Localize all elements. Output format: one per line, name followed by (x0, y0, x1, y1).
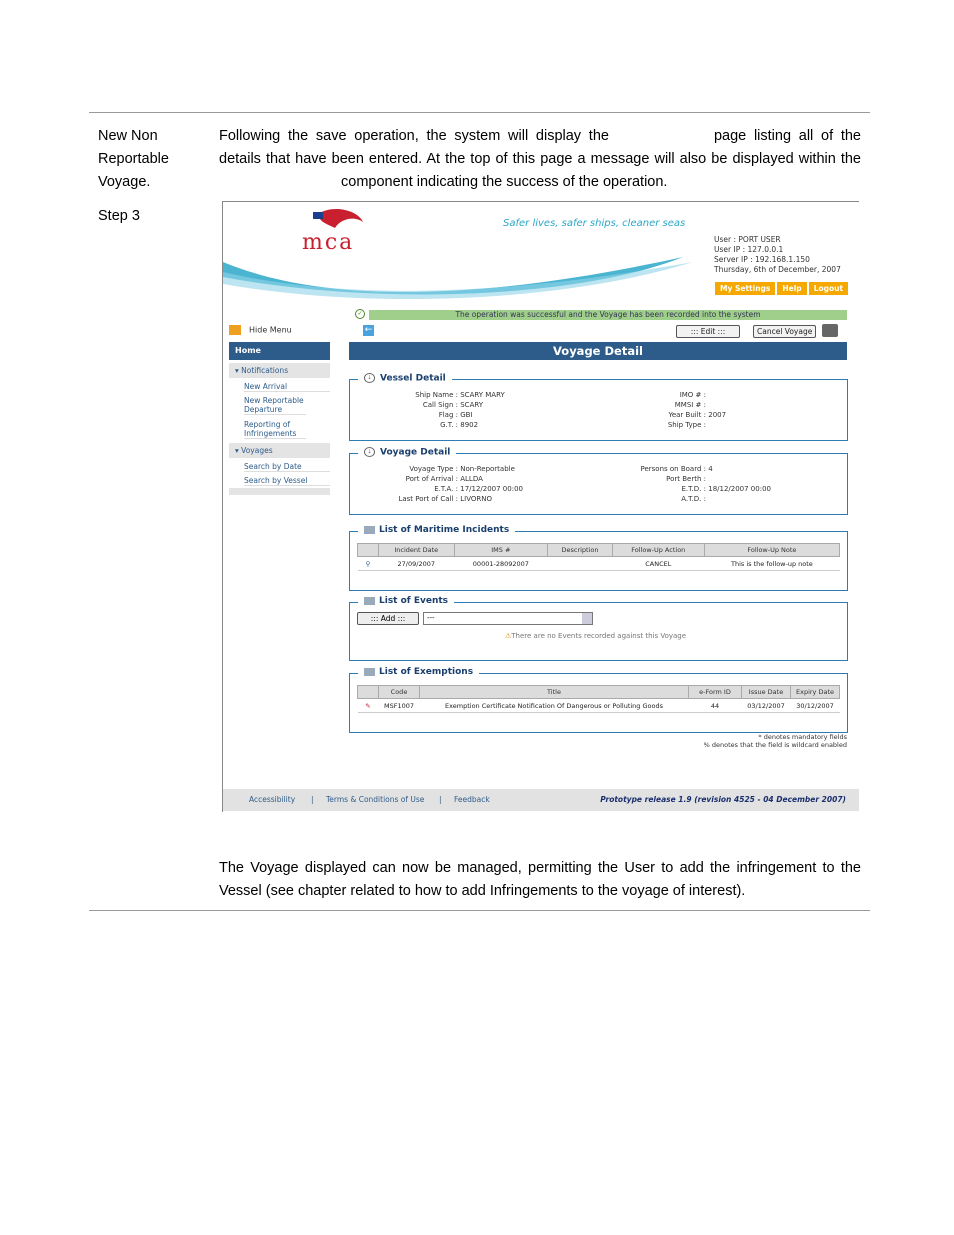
user-info (714, 235, 841, 275)
chevron-down-icon (582, 613, 592, 624)
table-cell: 44 (689, 699, 742, 713)
field-value: Non-Reportable (460, 465, 515, 473)
field-label: Year Built : (668, 411, 706, 419)
logo-flag-icon (318, 209, 363, 228)
column-header: Issue Date (742, 686, 791, 699)
select-value: --- (427, 614, 435, 622)
application-screenshot (222, 201, 859, 812)
field-label: A.T.D. : (681, 495, 706, 503)
field-label: Port of Arrival : (405, 475, 458, 483)
printer-icon[interactable] (822, 324, 838, 337)
table-cell: CANCEL (612, 557, 704, 571)
menu-item-search-by-date[interactable]: Search by Date (244, 462, 330, 472)
field-label: Call Sign : (422, 401, 458, 409)
hide-menu-link[interactable] (229, 325, 292, 335)
field-value: GBI (460, 411, 473, 419)
field-row (368, 494, 523, 504)
pdf-icon[interactable]: ✎ (358, 699, 379, 713)
magnifier-icon[interactable]: ⚲ (358, 557, 379, 571)
field-row (368, 474, 523, 484)
legend-label: List of Events (379, 596, 449, 606)
user-info-line: Server IP : 192.168.1.150 (714, 255, 810, 264)
no-events-text: There are no Events recorded against this Voyage (511, 632, 687, 640)
logo-text: mca (302, 230, 355, 255)
table-cell: This is the follow-up note (704, 557, 839, 571)
field-row (616, 420, 726, 430)
field-label: E.T.D. : (681, 485, 706, 493)
chevron-down-icon: ▾ (235, 446, 242, 455)
legend-label: List of Maritime Incidents (379, 525, 510, 535)
user-info-line: Thursday, 6th of December, 2007 (714, 265, 841, 274)
field-row (368, 410, 505, 420)
collapse-icon: ⇣ (364, 447, 375, 457)
field-row (616, 390, 726, 400)
edit-button[interactable]: ::: Edit ::: (676, 325, 740, 338)
legend-label: Voyage Detail (380, 447, 451, 458)
menu-home[interactable]: Home (229, 342, 330, 360)
chevron-down-icon: ▾ (235, 366, 242, 375)
legend-label: Vessel Detail (380, 373, 446, 384)
column-header: Title (420, 686, 689, 699)
field-row (616, 484, 771, 494)
table-row[interactable] (358, 699, 840, 713)
side-label-line: New Non (98, 128, 158, 144)
step-label: Step 3 (98, 208, 140, 224)
menu-item-search-by-vessel[interactable]: Search by Vessel (244, 476, 330, 486)
table-cell (548, 557, 613, 571)
intro-paragraph (219, 125, 861, 194)
field-row (616, 474, 771, 484)
menu-group-notifications[interactable] (229, 363, 330, 378)
logout-button[interactable]: Logout (809, 282, 848, 295)
field-label: G.T. : (440, 421, 458, 429)
collapse-icon: ⇣ (364, 373, 375, 383)
menu-item-new-reportable-departure[interactable]: New Reportable Departure (244, 396, 306, 415)
voyage-right-fields (616, 464, 771, 504)
column-header (358, 686, 379, 699)
vessel-left-fields (368, 390, 505, 430)
mandatory-note: * denotes mandatory fields (758, 733, 847, 741)
field-value: 17/12/2007 00:00 (460, 485, 523, 493)
table-cell: 27/09/2007 (379, 557, 455, 571)
page-title: Voyage Detail (349, 342, 847, 360)
field-row (368, 484, 523, 494)
field-label: Persons on Board : (640, 465, 706, 473)
side-menu (229, 325, 330, 495)
legend-label: List of Exemptions (379, 667, 474, 677)
top-rule (89, 112, 870, 113)
footer-separator: | (311, 795, 314, 804)
intro-text-a: Following the save operation, the system will display the (219, 128, 609, 144)
intro-text-c: component indicating the success of the operation. (341, 174, 668, 190)
hide-menu-label: Hide Menu (249, 325, 292, 335)
success-message: The operation was successful and the Voyage has been recorded into the system (369, 310, 847, 320)
list-icon (364, 597, 375, 605)
table-cell: 00001-28092007 (454, 557, 548, 571)
field-row (616, 410, 726, 420)
menu-footer-bar (229, 488, 330, 495)
field-label: Ship Name : (415, 391, 458, 399)
event-type-select[interactable] (423, 612, 593, 625)
bottom-rule (89, 910, 870, 911)
field-label: Last Port of Call : (398, 495, 458, 503)
back-arrow-icon[interactable]: ← (364, 325, 373, 335)
side-label-line: Voyage. (98, 174, 151, 190)
release-info: Prototype release 1.9 (revision 4525 - 04 December 2007) (600, 795, 846, 804)
field-value: SCARY MARY (460, 391, 505, 399)
footer-bar (223, 789, 859, 811)
help-button[interactable]: Help (777, 282, 806, 295)
intro-text-b: page listing all of the details that have been entered. At the top of this page a message will also be displayed within the (219, 128, 861, 167)
field-label: Voyage Type : (409, 465, 458, 473)
field-value: 2007 (708, 411, 727, 419)
column-header (358, 544, 379, 557)
events-legend (358, 596, 454, 606)
table-cell: 03/12/2007 (742, 699, 791, 713)
table-cell: 30/12/2007 (791, 699, 840, 713)
column-header: e-Form ID (689, 686, 742, 699)
top-buttons (715, 282, 848, 295)
table-row[interactable] (358, 557, 840, 571)
user-info-line: User IP : 127.0.0.1 (714, 245, 784, 254)
field-value: LIVORNO (460, 495, 492, 503)
voyage-detail-legend[interactable] (358, 447, 456, 458)
table-cell: Exemption Certificate Notification Of Dangerous or Polluting Goods (420, 699, 689, 713)
success-check-icon: ✓ (355, 309, 365, 319)
menu-item-reporting-infringements[interactable]: Reporting of Infringements (244, 420, 306, 439)
column-header: Incident Date (379, 544, 455, 557)
exemptions-panel (349, 667, 848, 733)
add-event-button[interactable]: ::: Add ::: (357, 612, 419, 625)
events-panel (349, 596, 848, 661)
table-header-row (358, 544, 840, 557)
field-label: Port Berth : (666, 475, 706, 483)
footer-link-accessibility[interactable]: Accessibility (249, 795, 296, 804)
list-icon (364, 526, 375, 534)
closing-paragraph: The Voyage displayed can now be managed, permitting the User to add the infringement to the Vessel (see chapter related to how to add Infringements to the voyage of interest). (219, 860, 861, 899)
field-row (368, 420, 505, 430)
menu-group-voyages[interactable] (229, 443, 330, 458)
incidents-panel (349, 525, 848, 591)
incidents-legend (358, 525, 515, 535)
hide-menu-icon (229, 325, 241, 335)
field-label: IMO # : (679, 391, 706, 399)
field-notes (603, 733, 847, 749)
vessel-detail-legend[interactable] (358, 373, 452, 384)
column-header: Description (548, 544, 613, 557)
column-header: Follow-Up Action (612, 544, 704, 557)
toolbar (363, 324, 847, 338)
field-row (616, 400, 726, 410)
my-settings-button[interactable]: My Settings (715, 282, 775, 295)
column-header: Code (379, 686, 420, 699)
field-value: 4 (708, 465, 713, 473)
field-row (616, 494, 771, 504)
voyage-left-fields (368, 464, 523, 504)
exemptions-table (357, 685, 840, 713)
field-label: MMSI # : (674, 401, 706, 409)
footer-link-feedback[interactable]: Feedback (454, 795, 490, 804)
column-header: Expiry Date (791, 686, 840, 699)
side-label-line: Reportable (98, 151, 169, 167)
warning-icon: ⚠ (505, 632, 512, 640)
exemptions-legend (358, 667, 479, 677)
vessel-detail-panel (349, 373, 848, 441)
field-label: Ship Type : (667, 421, 706, 429)
field-label: E.T.A. : (434, 485, 458, 493)
tagline: Safer lives, safer ships, cleaner seas (503, 218, 686, 229)
table-cell: MSF1007 (379, 699, 420, 713)
footer-separator: | (439, 795, 442, 804)
list-icon (364, 668, 375, 676)
incidents-table (357, 543, 840, 571)
field-row (368, 464, 523, 474)
field-value: 8902 (460, 421, 479, 429)
table-header-row (358, 686, 840, 699)
side-label (98, 125, 169, 194)
footer-link-terms[interactable]: Terms & Conditions of Use (326, 795, 425, 804)
field-value: 18/12/2007 00:00 (708, 485, 771, 493)
field-value: SCARY (460, 401, 484, 409)
ensign-icon (313, 212, 323, 219)
cancel-voyage-button[interactable]: Cancel Voyage (753, 325, 816, 338)
wildcard-note: % denotes that the field is wildcard enabled (703, 741, 847, 749)
column-header: Follow-Up Note (704, 544, 839, 557)
field-row (616, 464, 771, 474)
field-row (368, 390, 505, 400)
field-row (368, 400, 505, 410)
field-label: Flag : (438, 411, 458, 419)
menu-group-label: Voyages (241, 446, 273, 455)
column-header: IMS # (454, 544, 548, 557)
user-info-line: User : PORT USER (714, 235, 781, 244)
menu-item-new-arrival[interactable]: New Arrival (244, 382, 330, 392)
voyage-detail-panel (349, 447, 848, 515)
no-events-message (505, 632, 686, 640)
field-value: ALLDA (460, 475, 483, 483)
menu-group-label: Notifications (241, 366, 289, 375)
vessel-right-fields (616, 390, 726, 430)
